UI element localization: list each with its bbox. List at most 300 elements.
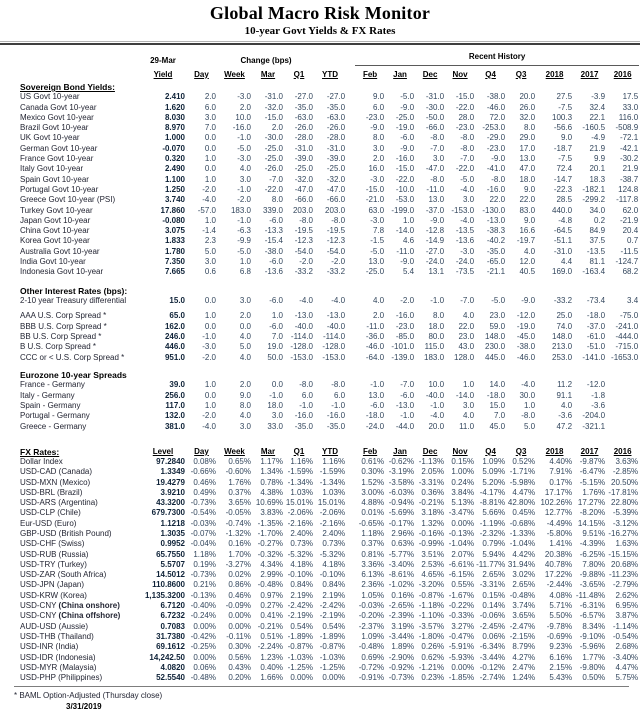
recent-cell: -0.68% [509, 518, 536, 528]
change-cell: 1.34% [260, 467, 283, 477]
recent-cell: 17.5 [622, 92, 639, 102]
recent-cell: -16.27% [608, 528, 639, 538]
recent-cell: -46.0 [516, 352, 536, 362]
recent-cell: -16.0 [486, 184, 506, 194]
change-cell: 203.0 [292, 205, 313, 215]
change-cell: 2.40% [322, 528, 346, 538]
recent-cell: 2.07% [451, 549, 475, 559]
row-label: USD-TRY (Turkey) [20, 559, 87, 569]
change-cell: 0.0 [204, 143, 216, 153]
change-cell: -8.0 [331, 380, 346, 390]
value-cell: 97.2840 [156, 456, 185, 466]
change-cell: -35.0 [294, 102, 313, 112]
spacer-cell [346, 352, 355, 362]
change-cell: -2.0 [202, 411, 216, 421]
recent-cell: 47.2 [556, 421, 573, 431]
recent-cell: -27.0 [425, 246, 445, 256]
change-cell: -39.0 [326, 154, 346, 164]
change-cell: 0.08% [193, 456, 216, 466]
change-cell: -0.21% [257, 621, 283, 631]
recent-cell: -0.48% [358, 642, 385, 652]
recent-cell: -117.8 [616, 195, 639, 205]
change-cell: -153.0 [290, 352, 313, 362]
change-cell: 0.19% [193, 559, 216, 569]
recent-cell: -1.80% [418, 631, 445, 641]
fx-header-row [14, 444, 639, 457]
change-cell: 0.40% [260, 662, 283, 672]
change-cell: 1.76% [228, 477, 251, 487]
recent-cell: -9.0 [491, 154, 506, 164]
value-cell: 381.0 [164, 421, 185, 431]
recent-cell: -4.0 [521, 380, 536, 390]
change-cell: -2.06% [319, 508, 346, 518]
change-cell: -40.0 [326, 321, 346, 331]
change-cell: 0.0 [204, 321, 216, 331]
recent-cell: 32.0 [519, 112, 536, 122]
value-cell: 14.5012 [156, 570, 185, 580]
change-cell: 4.18% [290, 559, 313, 569]
recent-cell: -5.39% [612, 508, 639, 518]
recent-cell: 0.81% [361, 549, 385, 559]
value-cell: 15.0 [169, 296, 185, 306]
change-cell: -1.89% [319, 631, 346, 641]
recent-cell: -13.6 [455, 236, 475, 246]
change-cell: -2.16% [319, 518, 346, 528]
change-cell: 1.0 [204, 215, 216, 225]
recent-cell: -11.48% [575, 590, 606, 600]
recent-cell [606, 401, 639, 411]
section-heading: Other Interest Rates (bps): [20, 285, 128, 296]
table-row [14, 352, 639, 362]
spacer-cell [346, 246, 355, 256]
change-cell: 4.0 [239, 332, 251, 342]
recent-cell: 2.68% [615, 642, 639, 652]
row-label: USD-CLP (Chile) [20, 508, 81, 518]
value-cell: 2.410 [164, 92, 185, 102]
recent-cell: -2.90% [388, 652, 415, 662]
change-cell: 0.0 [204, 164, 216, 174]
change-cell: 3.83% [260, 508, 283, 518]
recent-cell: -13.0 [395, 401, 415, 411]
change-cell: -0.10% [287, 570, 313, 580]
table-row [14, 663, 639, 673]
col-header-recent-8: 2016 [613, 69, 632, 79]
recent-cell: 5.09% [482, 467, 506, 477]
value-cell: 8.970 [164, 123, 185, 133]
recent-cell: -41.0 [486, 164, 506, 174]
recent-cell: -1.85% [448, 673, 475, 683]
recent-cell: -31.0 [553, 246, 573, 256]
recent-cell: -40.0 [425, 390, 445, 400]
recent-cell: 20.0 [519, 92, 536, 102]
change-cell: 4.0 [239, 164, 251, 174]
change-cell: 2.19% [322, 590, 346, 600]
value-cell: 0.9952 [160, 539, 185, 549]
change-cell: 3.0 [239, 296, 251, 306]
change-cell: 7.0 [271, 332, 283, 342]
row-label: US Govt 10-year [20, 92, 80, 102]
change-cell: -54.0 [326, 246, 346, 256]
change-cell: -19.5 [294, 226, 313, 236]
change-cell: 4.38% [260, 487, 283, 497]
recent-cell: -18.7 [553, 143, 573, 153]
recent-cell: 9.0 [560, 133, 573, 143]
recent-cell: -14.7 [553, 174, 573, 184]
recent-cell: -5.69% [388, 508, 415, 518]
recent-cell: -5.80% [546, 528, 573, 538]
recent-cell: -7.0 [400, 380, 415, 390]
recent-cell: -23.0 [365, 112, 385, 122]
recent-cell: -8.0 [430, 133, 445, 143]
recent-cell: -15.0 [455, 92, 475, 102]
recent-cell: -299.2 [582, 195, 606, 205]
recent-cell: -0.03% [358, 601, 385, 611]
spacer-cell [346, 488, 355, 498]
recent-cell: -9.0 [430, 215, 445, 225]
recent-cell: 1.0 [523, 401, 536, 411]
recent-cell: 2.65% [482, 570, 506, 580]
spacer-cell [346, 590, 355, 600]
row-label: Spain - Germany [20, 401, 81, 411]
recent-cell: -47.0 [425, 164, 445, 174]
change-cell: -2.0 [202, 184, 216, 194]
change-cell: 6.0 [204, 102, 216, 112]
recent-cell: 116.0 [618, 112, 639, 122]
recent-cell: 8.0 [372, 133, 385, 143]
change-cell: 1.0 [204, 174, 216, 184]
recent-cell: 3.87% [615, 611, 639, 621]
value-cell: 3.075 [164, 226, 185, 236]
spacer-cell [346, 143, 355, 153]
recent-cell: 440.0 [552, 205, 573, 215]
report [0, 3, 640, 711]
table-row [14, 457, 639, 467]
change-cell: 3.0 [204, 257, 216, 267]
spacer-cell [346, 66, 355, 80]
recent-cell: 0.2 [593, 215, 606, 225]
col-header-recent-7: 2017 [580, 446, 599, 456]
recent-cell: 23.0 [458, 332, 475, 342]
recent-cell: 0.61% [361, 456, 385, 466]
change-cell: -2.0 [202, 352, 216, 362]
recent-cell: -53.0 [395, 195, 415, 205]
recent-cell: 5.4 [402, 267, 415, 277]
recent-cell: 4.0 [462, 311, 475, 321]
col-header-recent-3: Nov [452, 69, 468, 79]
recent-cell: -33.2 [553, 296, 573, 306]
change-cell: -8.0 [299, 380, 313, 390]
row-label: USD-MXN (Mexico) [20, 477, 91, 487]
recent-cell: 18.0 [519, 174, 536, 184]
recent-cell: 22.0 [458, 321, 475, 331]
change-cell: -1.0 [237, 184, 251, 194]
recent-cell: 3.36% [361, 559, 385, 569]
table-row [14, 257, 639, 267]
recent-cell: 0.24% [451, 477, 475, 487]
change-cell: -54.0 [294, 246, 313, 256]
col-header-recent-3: Nov [452, 446, 468, 456]
recent-cell: -6.57% [579, 611, 606, 621]
spacer-cell [346, 174, 355, 184]
change-cell: 0.0 [204, 296, 216, 306]
change-cell: -2.0 [299, 257, 313, 267]
recent-cell: 21.9 [589, 143, 606, 153]
recent-cell: 0.26% [421, 642, 445, 652]
row-label: USD-INR (India) [20, 642, 79, 652]
change-cell: 0.97% [260, 590, 283, 600]
change-cell: 15.01% [285, 498, 313, 508]
recent-cell: -0.73% [388, 673, 415, 683]
recent-cell: 9.9 [593, 154, 606, 164]
change-cell: -0.42% [190, 631, 216, 641]
recent-cell: -73.4 [586, 296, 606, 306]
recent-cell: -0.47% [448, 631, 475, 641]
recent-cell: -6.03% [388, 487, 415, 497]
change-cell: -0.48% [190, 673, 216, 683]
recent-cell: 47.0 [519, 164, 536, 174]
spacer-cell [346, 632, 355, 642]
change-cell: -1.70% [257, 528, 283, 538]
row-label: USD-BRL (Brazil) [20, 487, 83, 497]
row-label: Italy - Germany [20, 390, 75, 400]
recent-cell: 16.6 [519, 226, 536, 236]
spacer-cell [346, 421, 355, 431]
recent-cell: 80.0 [428, 332, 445, 342]
change-cell: -1.25% [319, 662, 346, 672]
recent-cell: 4.0 [462, 411, 475, 421]
table-row [14, 133, 639, 143]
change-cell: 3.0 [239, 421, 251, 431]
change-cell: -35.0 [326, 102, 346, 112]
recent-cell: -18.0 [486, 390, 506, 400]
recent-cell: -2.32% [479, 528, 506, 538]
recent-cell: 4.0 [523, 246, 536, 256]
recent-cell: 28.0 [458, 112, 475, 122]
change-cell: 1.0 [204, 380, 216, 390]
change-cell: -16.0 [232, 123, 251, 133]
spacer-cell [346, 642, 355, 652]
recent-cell: 3.84% [451, 487, 475, 497]
recent-cell: 17.0 [519, 143, 536, 153]
value-cell: 1.100 [164, 174, 185, 184]
row-label: USD-CNY (China offshore) [20, 611, 121, 621]
recent-cell: -31.0 [425, 92, 445, 102]
change-cell: -1.0 [202, 332, 216, 342]
recent-cell: -7.0 [460, 154, 475, 164]
change-cell: 0.37% [228, 487, 251, 497]
recent-cell: 7.0 [493, 411, 506, 421]
change-cell: 0.46% [193, 477, 216, 487]
row-label: 2-10 year Treasury differential [20, 296, 127, 306]
change-cell: 0.0 [239, 321, 251, 331]
recent-cell: -38.7 [619, 174, 639, 184]
change-cell: 2.99% [260, 570, 283, 580]
col-header-recent-2: Dec [422, 69, 438, 79]
col-header-level: Level [152, 446, 174, 456]
change-cell: -31.0 [264, 92, 283, 102]
recent-cell: 11.2 [557, 380, 573, 390]
recent-cell: 4.65% [421, 570, 445, 580]
recent-cell: 14.0 [489, 380, 506, 390]
recent-cell: 40.5 [519, 267, 536, 277]
change-cell: -5.32% [319, 549, 346, 559]
recent-cell: -3.44% [479, 652, 506, 662]
recent-cell: -23.0 [455, 123, 475, 133]
col-header-recent-5: Q3 [515, 446, 527, 456]
recent-cell [606, 380, 639, 390]
recent-cell: -8.0 [460, 133, 475, 143]
change-cell: 0.00% [193, 621, 216, 631]
recent-cell: -13.5 [455, 226, 475, 236]
recent-cell: -4.49% [546, 518, 573, 528]
change-cell: 0.54% [322, 621, 346, 631]
recent-cell: 3.27% [451, 621, 475, 631]
recent-cell: 0.15% [482, 590, 506, 600]
spacer-cell [346, 498, 355, 508]
recent-cell: 3.0 [462, 401, 475, 411]
change-cell: 2.0 [239, 311, 251, 321]
recent-cell: 5.71% [549, 601, 573, 611]
recent-cell: 20.4 [622, 226, 639, 236]
recent-cell: -0.87% [418, 590, 445, 600]
change-cell: -2.06% [287, 508, 313, 518]
change-cell: -32.0 [294, 174, 313, 184]
recent-cell: 45.0 [489, 421, 506, 431]
spacer-cell [346, 342, 355, 352]
recent-cell: -56.6 [553, 123, 573, 133]
recent-cell: -64.5 [553, 226, 573, 236]
recent-cell: -160.5 [582, 123, 606, 133]
recent-cell: -1.0 [370, 380, 385, 390]
value-cell: 14,242.50 [149, 652, 185, 662]
change-cell: 3.0 [271, 411, 283, 421]
recent-cell: 2.47% [512, 662, 536, 672]
value-cell: 0.320 [164, 154, 185, 164]
recent-cell: -0.16% [418, 528, 445, 538]
col-header-recent-2: Dec [422, 446, 438, 456]
change-cell: -35.0 [326, 421, 346, 431]
recent-cell: -24.0 [365, 421, 385, 431]
change-cell: 2.3 [204, 236, 216, 246]
section-heading-fx: FX Rates: [20, 446, 60, 457]
change-cell: -13.0 [326, 311, 346, 321]
recent-cell: -3.9 [591, 92, 606, 102]
recent-cell: 7.80% [582, 559, 606, 569]
recent-cell: -1.33% [509, 528, 536, 538]
change-cell: -63.0 [294, 112, 313, 122]
recent-cell: -139.0 [391, 352, 415, 362]
change-cell: 10.0 [235, 112, 251, 122]
recent-cell: 0.16% [391, 590, 415, 600]
recent-cell: 1.18% [361, 528, 385, 538]
row-label: Japan Govt 10-year [20, 215, 91, 225]
col-header-recent-1: Jan [393, 69, 407, 79]
value-cell: 1.780 [164, 246, 185, 256]
change-cell: -16.0 [326, 411, 346, 421]
recent-cell: -12.0 [586, 380, 606, 390]
spacer-cell [346, 560, 355, 570]
change-cell: 6.8 [239, 267, 251, 277]
recent-cell: -45.0 [516, 332, 536, 342]
recent-cell: -15.0 [395, 164, 415, 174]
recent-cell: 25.0 [556, 311, 573, 321]
recent-cell: 0.23% [421, 673, 445, 683]
recent-cell: -444.0 [615, 332, 639, 342]
change-cell: 0.84% [322, 580, 346, 590]
recent-cell: -4.17% [479, 487, 506, 497]
recent-cell: -715.0 [615, 342, 639, 352]
change-cell: -114.0 [322, 332, 346, 342]
recent-cell: -8.20% [579, 508, 606, 518]
change-cell: 0.00% [290, 673, 313, 683]
recent-cell: -11.0 [396, 246, 415, 256]
recent-cell: 8.0 [523, 123, 536, 133]
recent-cell: -19.0 [395, 123, 415, 133]
recent-cell [606, 421, 639, 431]
spacer-cell [346, 601, 355, 611]
section-heading: Sovereign Bond Yields: [20, 82, 115, 92]
recent-cell: -30.2 [619, 154, 639, 164]
value-cell: 6.7232 [160, 611, 185, 621]
change-cell: 0.51% [260, 631, 283, 641]
recent-cell: -38.0 [516, 342, 536, 352]
change-cell: 2.0 [271, 123, 283, 133]
spacer-cell [346, 257, 355, 267]
change-cell: 0.46% [228, 590, 251, 600]
value-cell: 1.620 [164, 102, 185, 112]
row-label: USD-RUB (Russia) [20, 549, 89, 559]
spacer-cell [346, 123, 355, 133]
change-cell: -33.2 [294, 267, 313, 277]
recent-cell: -37.0 [586, 321, 606, 331]
change-cell: -19.5 [326, 226, 346, 236]
row-label: USD-CHF (Swiss) [20, 539, 85, 549]
recent-cell: -3.6 [558, 411, 573, 421]
recent-cell: 7.91% [549, 467, 573, 477]
change-cell: -0.13% [190, 590, 216, 600]
recent-cell: 32.4 [589, 102, 606, 112]
recent-cell: 30.0 [519, 390, 536, 400]
recent-cell: 91.1 [556, 390, 573, 400]
change-cell: -3.27% [225, 559, 251, 569]
recent-cell: 20.50% [611, 477, 639, 487]
change-cell: -0.10% [319, 570, 346, 580]
recent-cell: -23.0 [395, 321, 415, 331]
table-row [14, 174, 639, 184]
table-row [14, 185, 639, 195]
recent-cell: -2.15% [509, 631, 536, 641]
value-cell: 5.5707 [160, 559, 185, 569]
recent-cell: 0.55% [451, 580, 475, 590]
change-cell: -0.60% [225, 467, 251, 477]
change-cell: 183.0 [230, 205, 251, 215]
recent-cell: 34.0 [589, 205, 606, 215]
recent-cell: 5.50% [549, 611, 573, 621]
recent-cell: 1.05% [361, 590, 385, 600]
change-cell: -26.0 [326, 123, 346, 133]
recent-cell: -1.8 [591, 390, 606, 400]
spacer-cell [346, 673, 355, 683]
value-cell: 951.0 [164, 352, 185, 362]
recent-cell: 13.0 [519, 154, 536, 164]
recent-cell: -16.0 [395, 311, 415, 321]
change-cell: 0.73% [322, 539, 346, 549]
recent-cell: 22.0 [489, 195, 506, 205]
row-label: USD-PHP (Philippines) [20, 673, 103, 683]
change-cell: 0.00% [228, 611, 251, 621]
recent-cell: 2.96% [391, 528, 415, 538]
recent-cell: -2.65% [388, 601, 415, 611]
